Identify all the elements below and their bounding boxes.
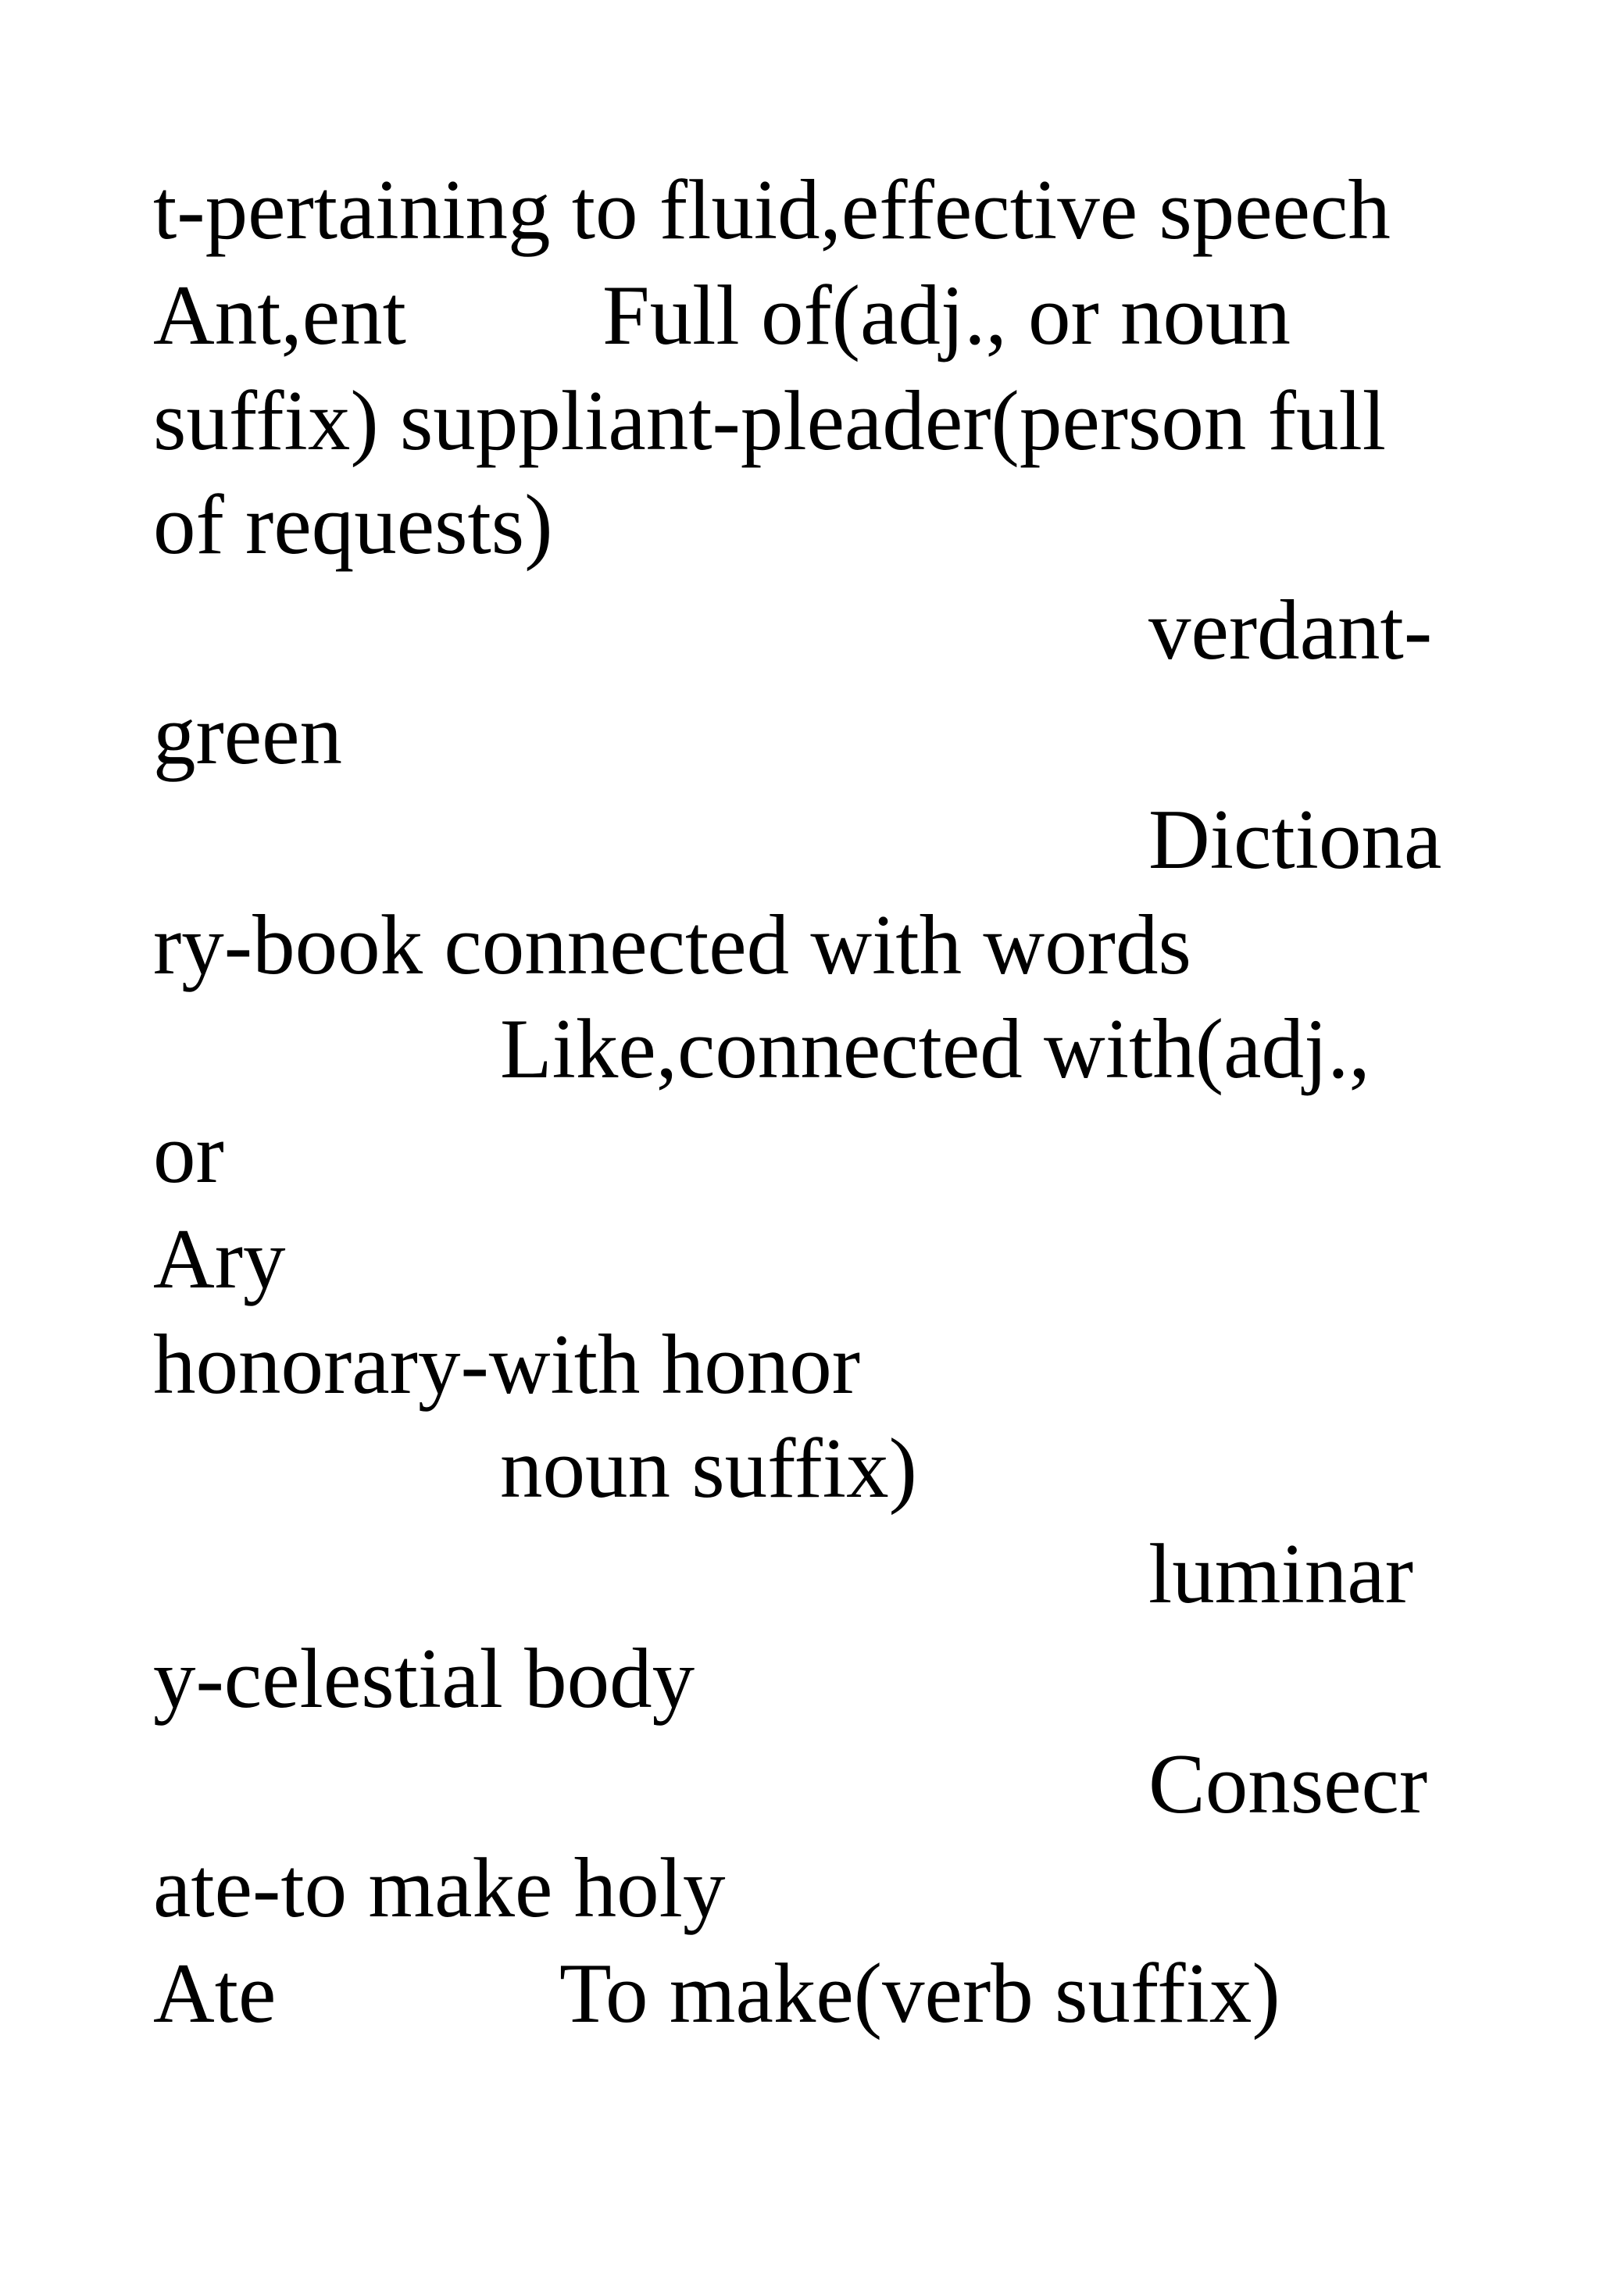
suffix-term: Ant,ent bbox=[153, 268, 406, 362]
suffix-definition: To make(verb suffix) bbox=[559, 1946, 1280, 2041]
line-text: ry-book connected with words bbox=[153, 898, 1191, 992]
line-text: Consecr bbox=[1148, 1737, 1428, 1831]
line-text: ate-to make holy bbox=[153, 1841, 726, 1935]
line-text: Like,connected with(adj., bbox=[500, 1002, 1370, 1096]
line-text: noun suffix) bbox=[500, 1421, 917, 1516]
line-text: t-pertaining to fluid,effective speech bbox=[153, 162, 1391, 257]
line-text: honorary-with honor bbox=[153, 1317, 861, 1412]
suffix-term: Ate bbox=[153, 1946, 277, 2041]
text-line bbox=[153, 1946, 1280, 2291]
line-text: green bbox=[153, 687, 343, 782]
text-line bbox=[500, 1002, 1370, 1262]
line-text: luminar bbox=[1148, 1527, 1414, 1621]
line-text: verdant- bbox=[1148, 583, 1433, 677]
line-text: of requests) bbox=[153, 477, 553, 572]
line-text: y-celestial body bbox=[153, 1631, 695, 1726]
line-text: suffix) suppliant-pleader(person full bbox=[153, 373, 1387, 468]
suffix-term: Ary bbox=[153, 1212, 286, 1306]
suffix-definition: Full of(adj., or noun bbox=[602, 268, 1291, 362]
line-text: or bbox=[153, 1106, 224, 1201]
line-text: Dictiona bbox=[1148, 792, 1442, 887]
